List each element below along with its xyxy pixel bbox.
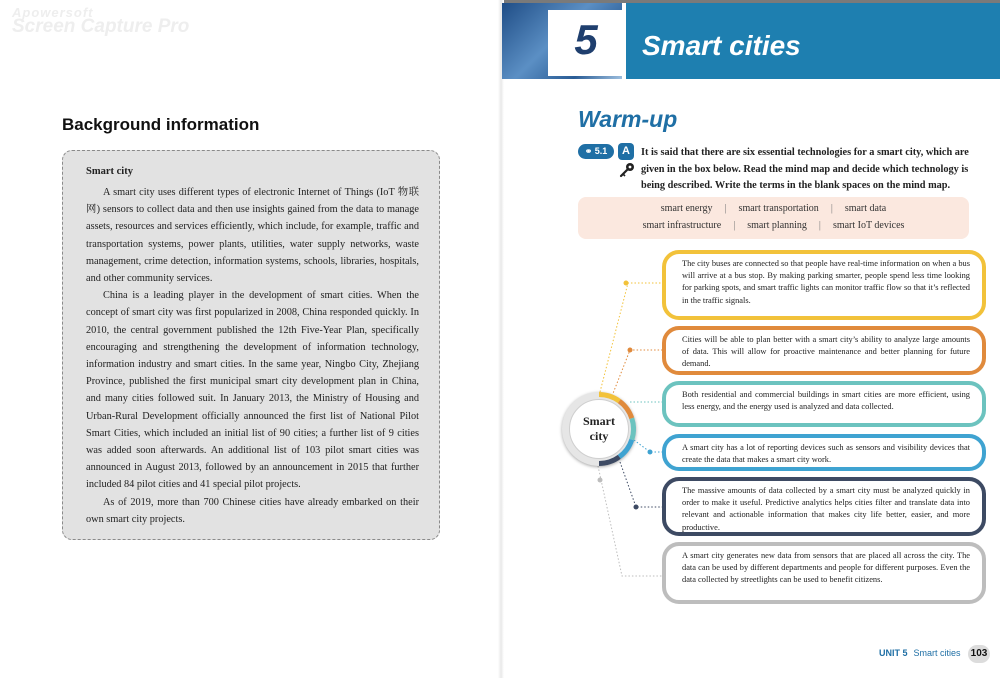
background-info-heading: Background information — [62, 115, 260, 134]
word-box-row: smart infrastructure | smart planning | smart IoT devices — [642, 220, 905, 231]
word-box-row: smart energy | smart transportation | smart data — [660, 203, 887, 214]
connector-dot — [648, 450, 653, 455]
unit-title: Smart cities — [642, 30, 801, 61]
footer-unit: UNIT 5 — [879, 648, 908, 658]
connector-dot — [598, 478, 603, 483]
mind-map-bubble: Both residential and commercial buildings in smart cities are more efficient, using less energy, and the energy used is analyzed and data collected. — [662, 381, 986, 427]
hub-label: Smart city — [583, 414, 615, 443]
connector-line — [612, 350, 662, 396]
info-paragraph: A smart city uses different types of electronic Internet of Things (IoT 物联网) sensors to collect data and then use insights gained from the data to manage assets, resources and services efficiently, which include, for example, traffic and transportation systems, power plants, utilities, water supply networks, waste management, crime detection, information systems, schools, libraries, hospitals, and other community services. — [86, 187, 419, 285]
word-item: smart IoT devices — [832, 220, 905, 231]
connector-line — [600, 283, 662, 392]
mind-map-bubble: The massive amounts of data collected by a smart city must be analyzed quickly in order to make it useful. Predictive analytics helps cities filter and translate data into relevant and actionable information that makes city life better, easier, and more productive. — [662, 477, 986, 536]
word-item: smart energy — [660, 203, 713, 214]
headphones-icon: ⚭ — [584, 146, 593, 156]
word-item: smart data — [844, 203, 887, 214]
mind-map-bubble: A smart city generates new data from sensors that are placed all across the city. The data can be used by different departments and people for different purposes. Even the data collected by streetlights can be used to benefit citizens. — [662, 542, 986, 604]
page-footer — [879, 648, 961, 658]
connector-line — [598, 466, 662, 576]
section-title: Warm-up — [578, 106, 678, 132]
connector-dot — [624, 281, 629, 286]
activity-letter-badge: A — [618, 143, 634, 160]
connector-line — [620, 462, 662, 507]
word-item: smart infrastructure — [642, 220, 722, 231]
watermark: Apowersoft Screen Capture Pro — [12, 5, 190, 37]
word-item: smart planning — [747, 220, 807, 231]
info-paragraph: As of 2019, more than 700 Chinese cities have already embarked on their own smart city projects. — [86, 496, 419, 525]
mind-map-bubble: Cities will be able to plan better with a smart city’s ability to analyze large amounts of data. This will allow for proactive maintenance and better planning for future demand. — [662, 326, 986, 375]
mind-map-bubble: The city buses are connected so that people have real-time information on when a bus will arrive at a bus stop. By making parking smarter, people spend less time looking for parking spots, and smart traffic lights can monitor traffic flow so that it’s reflected in the traffic signals. — [662, 250, 986, 320]
footer-title: Smart cities — [913, 648, 961, 658]
activity-instruction: It is said that there are six essential technologies for a smart city, which are given in the box below. Read the mind map and decide which technology is being described. Write the terms in the blank spaces on the mind map. — [641, 147, 969, 191]
info-paragraph: China is a leading player in the development of smart cities. When the concept of smart city was first popularized in 2008, China responded quickly. In 2010, the central government published the 12th Five-Year Plan, specifically encouraging and strengthening the development of information technology, information industry and smart cities. In the same year, Ningbo City, Zhejiang Province, published the first municipal smart city development plan in China, and many cities followed suit. In January 2013, the Ministry of Housing and Urban-Rural Development officially announced the first list of National Pilot Smart Cities, which included an initial list of 90 cities; a further list of 9 cities was added soon afterwards. An additional list of 103 pilot smart cities was announced in August 2013, followed by an announcement in 2015 that further included 84 pilot cities and 41 special pilot projects. — [86, 290, 419, 491]
connector-line — [634, 440, 662, 452]
connector-dot — [628, 348, 633, 353]
mind-map-bubble: A smart city has a lot of reporting devices such as sensors and visibility devices that create the data that makes a smart city work. — [662, 434, 986, 471]
word-item: smart transportation — [738, 203, 819, 214]
connector-dot — [634, 505, 639, 510]
unit-number: 5 — [574, 16, 598, 63]
info-box-title: Smart city — [86, 166, 133, 177]
page-number: 103 — [968, 645, 990, 663]
audio-track-badge[interactable]: ⚭ 5.1 — [578, 144, 614, 159]
